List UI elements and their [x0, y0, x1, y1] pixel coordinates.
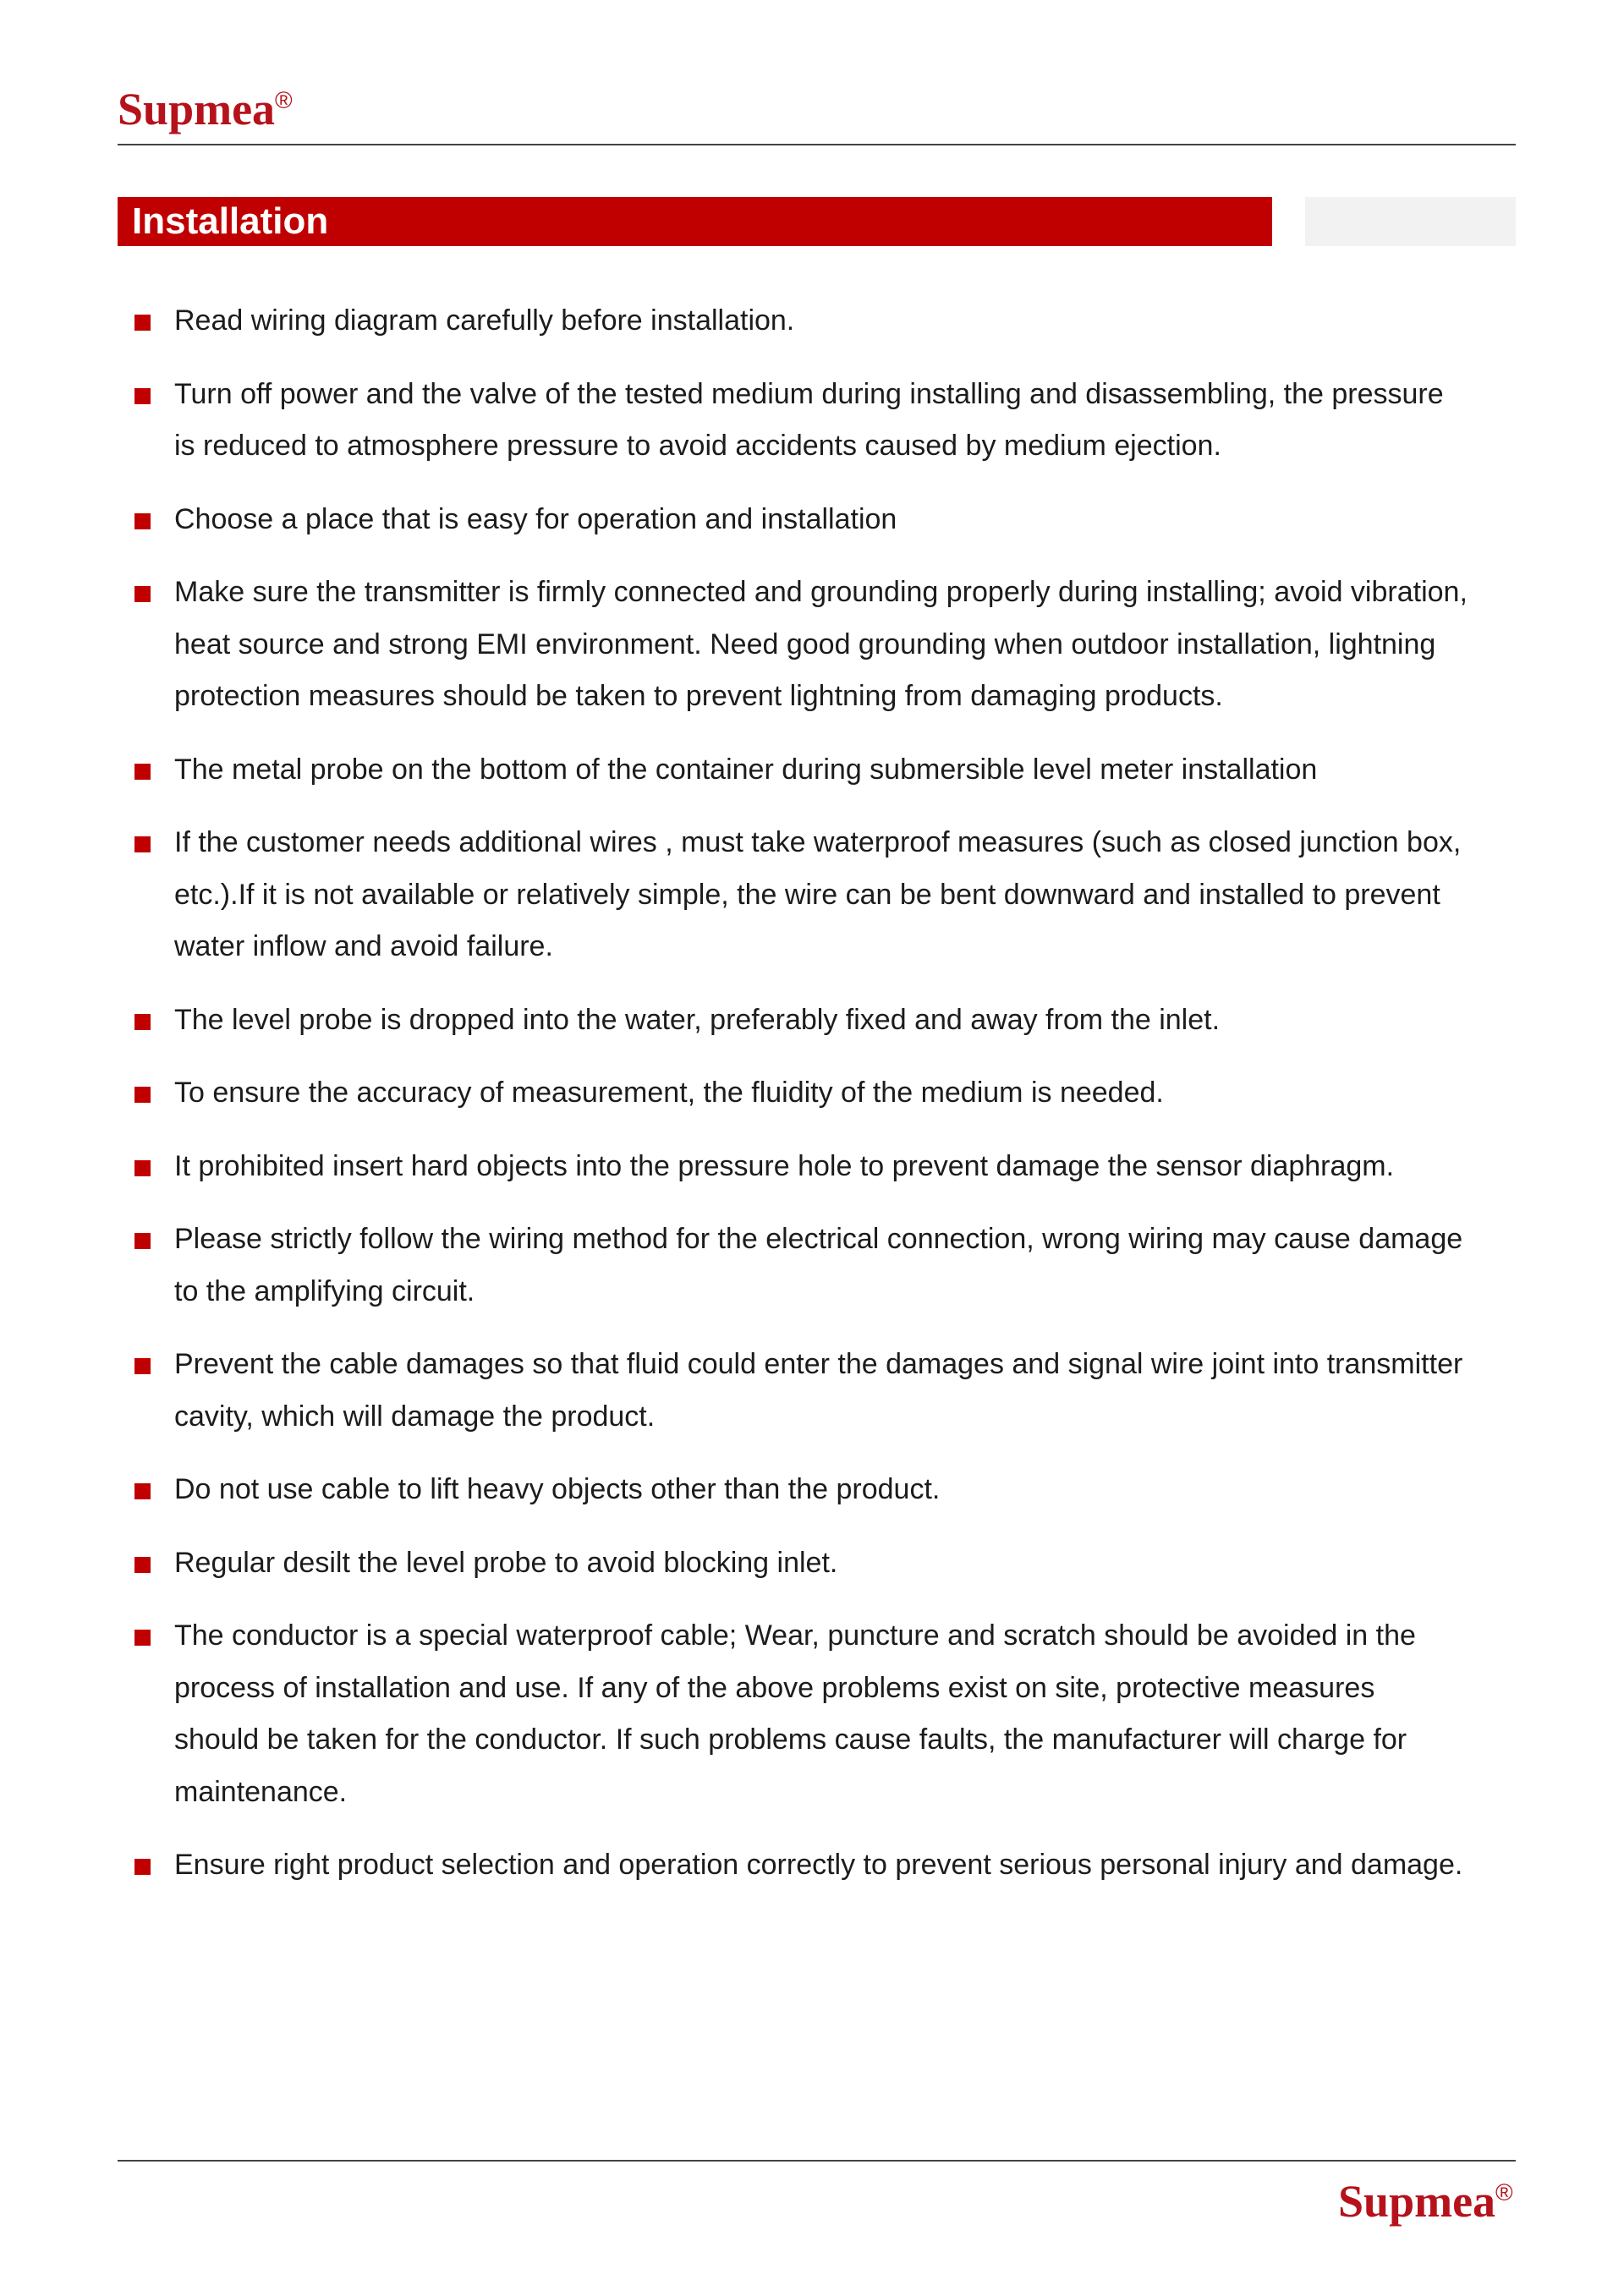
bullet-square-icon: [134, 1087, 151, 1103]
bullet-square-icon: [134, 586, 151, 602]
section-title: Installation: [132, 200, 329, 242]
header-logo: [118, 83, 293, 135]
list-item-text: Read wiring diagram carefully before installation.: [174, 304, 795, 337]
bullet-square-icon: [134, 764, 151, 780]
list-item-text: Turn off power and the valve of the tested medium during installing and disassembling, the pressure is reduced to atmosphere pressure to avoid accidents caused by medium ejection.: [174, 377, 1444, 462]
list-item: [134, 1610, 1539, 1818]
bullet-square-icon: [134, 1483, 151, 1499]
list-item-text: Please strictly follow the wiring method for the electrical connection, wrong wiring may cause damage to the amplifying circuit.: [174, 1223, 1463, 1307]
list-item-text: Ensure right product selection and operation correctly to prevent serious personal injury and damage.: [174, 1849, 1463, 1881]
bullet-square-icon: [134, 1160, 151, 1176]
list-item-text: Do not use cable to lift heavy objects other than the product.: [174, 1473, 941, 1505]
list-item: [134, 995, 1539, 1047]
section-header-bar: [118, 197, 1272, 246]
list-item-text: If the customer needs additional wires , must take waterproof measures (such as closed junction box, etc.).If it is not available or relatively simple, the wire can be bent downward and installed to prevent water inflow and avoid failure.: [174, 826, 1462, 962]
list-item: [134, 1141, 1539, 1193]
bullet-square-icon: [134, 1557, 151, 1573]
bullet-square-icon: [134, 1859, 151, 1875]
footer-logo: [1338, 2175, 1513, 2228]
bullet-square-icon: [134, 1358, 151, 1374]
list-item: [134, 1839, 1539, 1892]
list-item-text: It prohibited insert hard objects into the pressure hole to prevent damage the sensor diaphragm.: [174, 1149, 1395, 1182]
footer-divider: [118, 2160, 1516, 2162]
list-item: [134, 817, 1539, 973]
list-item-text: Regular desilt the level probe to avoid blocking inlet.: [174, 1546, 838, 1579]
list-item: [134, 1067, 1539, 1120]
list-item-text: The conductor is a special waterproof cable; Wear, puncture and scratch should be avoided in the process of installation and use. If any of the above problems exist on site, protective measures should be taken for the conductor. If such problems cause faults, the manufacturer will charge for maintenance.: [174, 1619, 1416, 1808]
list-item: [134, 744, 1539, 797]
list-item-text: Prevent the cable damages so that fluid could enter the damages and signal wire joint into transmitter cavity, which will damage the product.: [174, 1348, 1463, 1433]
list-item-text: The metal probe on the bottom of the container during submersible level meter installation: [174, 753, 1318, 786]
installation-list: [134, 295, 1539, 1913]
list-item-text: The level probe is dropped into the water, preferably fixed and away from the inlet.: [174, 1003, 1221, 1036]
bullet-square-icon: [134, 836, 151, 852]
list-item-text: Choose a place that is easy for operation and installation: [174, 502, 897, 535]
list-item: [134, 1464, 1539, 1516]
bullet-square-icon: [134, 1014, 151, 1030]
list-item: [134, 1339, 1539, 1443]
footer-trademark-icon: ®: [1495, 2179, 1513, 2206]
list-item: [134, 567, 1539, 723]
bullet-square-icon: [134, 388, 151, 404]
header-divider: [118, 144, 1516, 145]
list-item: [134, 494, 1539, 546]
list-item: [134, 369, 1539, 473]
bullet-square-icon: [134, 1630, 151, 1646]
header-brand-name: Supmea: [118, 84, 276, 134]
header-trademark-icon: ®: [275, 87, 293, 113]
list-item-text: Make sure the transmitter is firmly connected and grounding properly during installing; avoid vibration, heat source and strong EMI environment. Need good grounding when outdoor installation, lightning protection measures should be taken to prevent lightning from damaging products.: [174, 576, 1468, 712]
bullet-square-icon: [134, 1233, 151, 1249]
footer-brand-name: Supmea: [1338, 2176, 1496, 2227]
list-item: [134, 1537, 1539, 1590]
list-item: [134, 295, 1539, 348]
list-item-text: To ensure the accuracy of measurement, the fluidity of the medium is needed.: [174, 1077, 1164, 1109]
list-item: [134, 1214, 1539, 1318]
bullet-square-icon: [134, 513, 151, 529]
bullet-square-icon: [134, 315, 151, 331]
section-header-tab: [1305, 197, 1516, 246]
